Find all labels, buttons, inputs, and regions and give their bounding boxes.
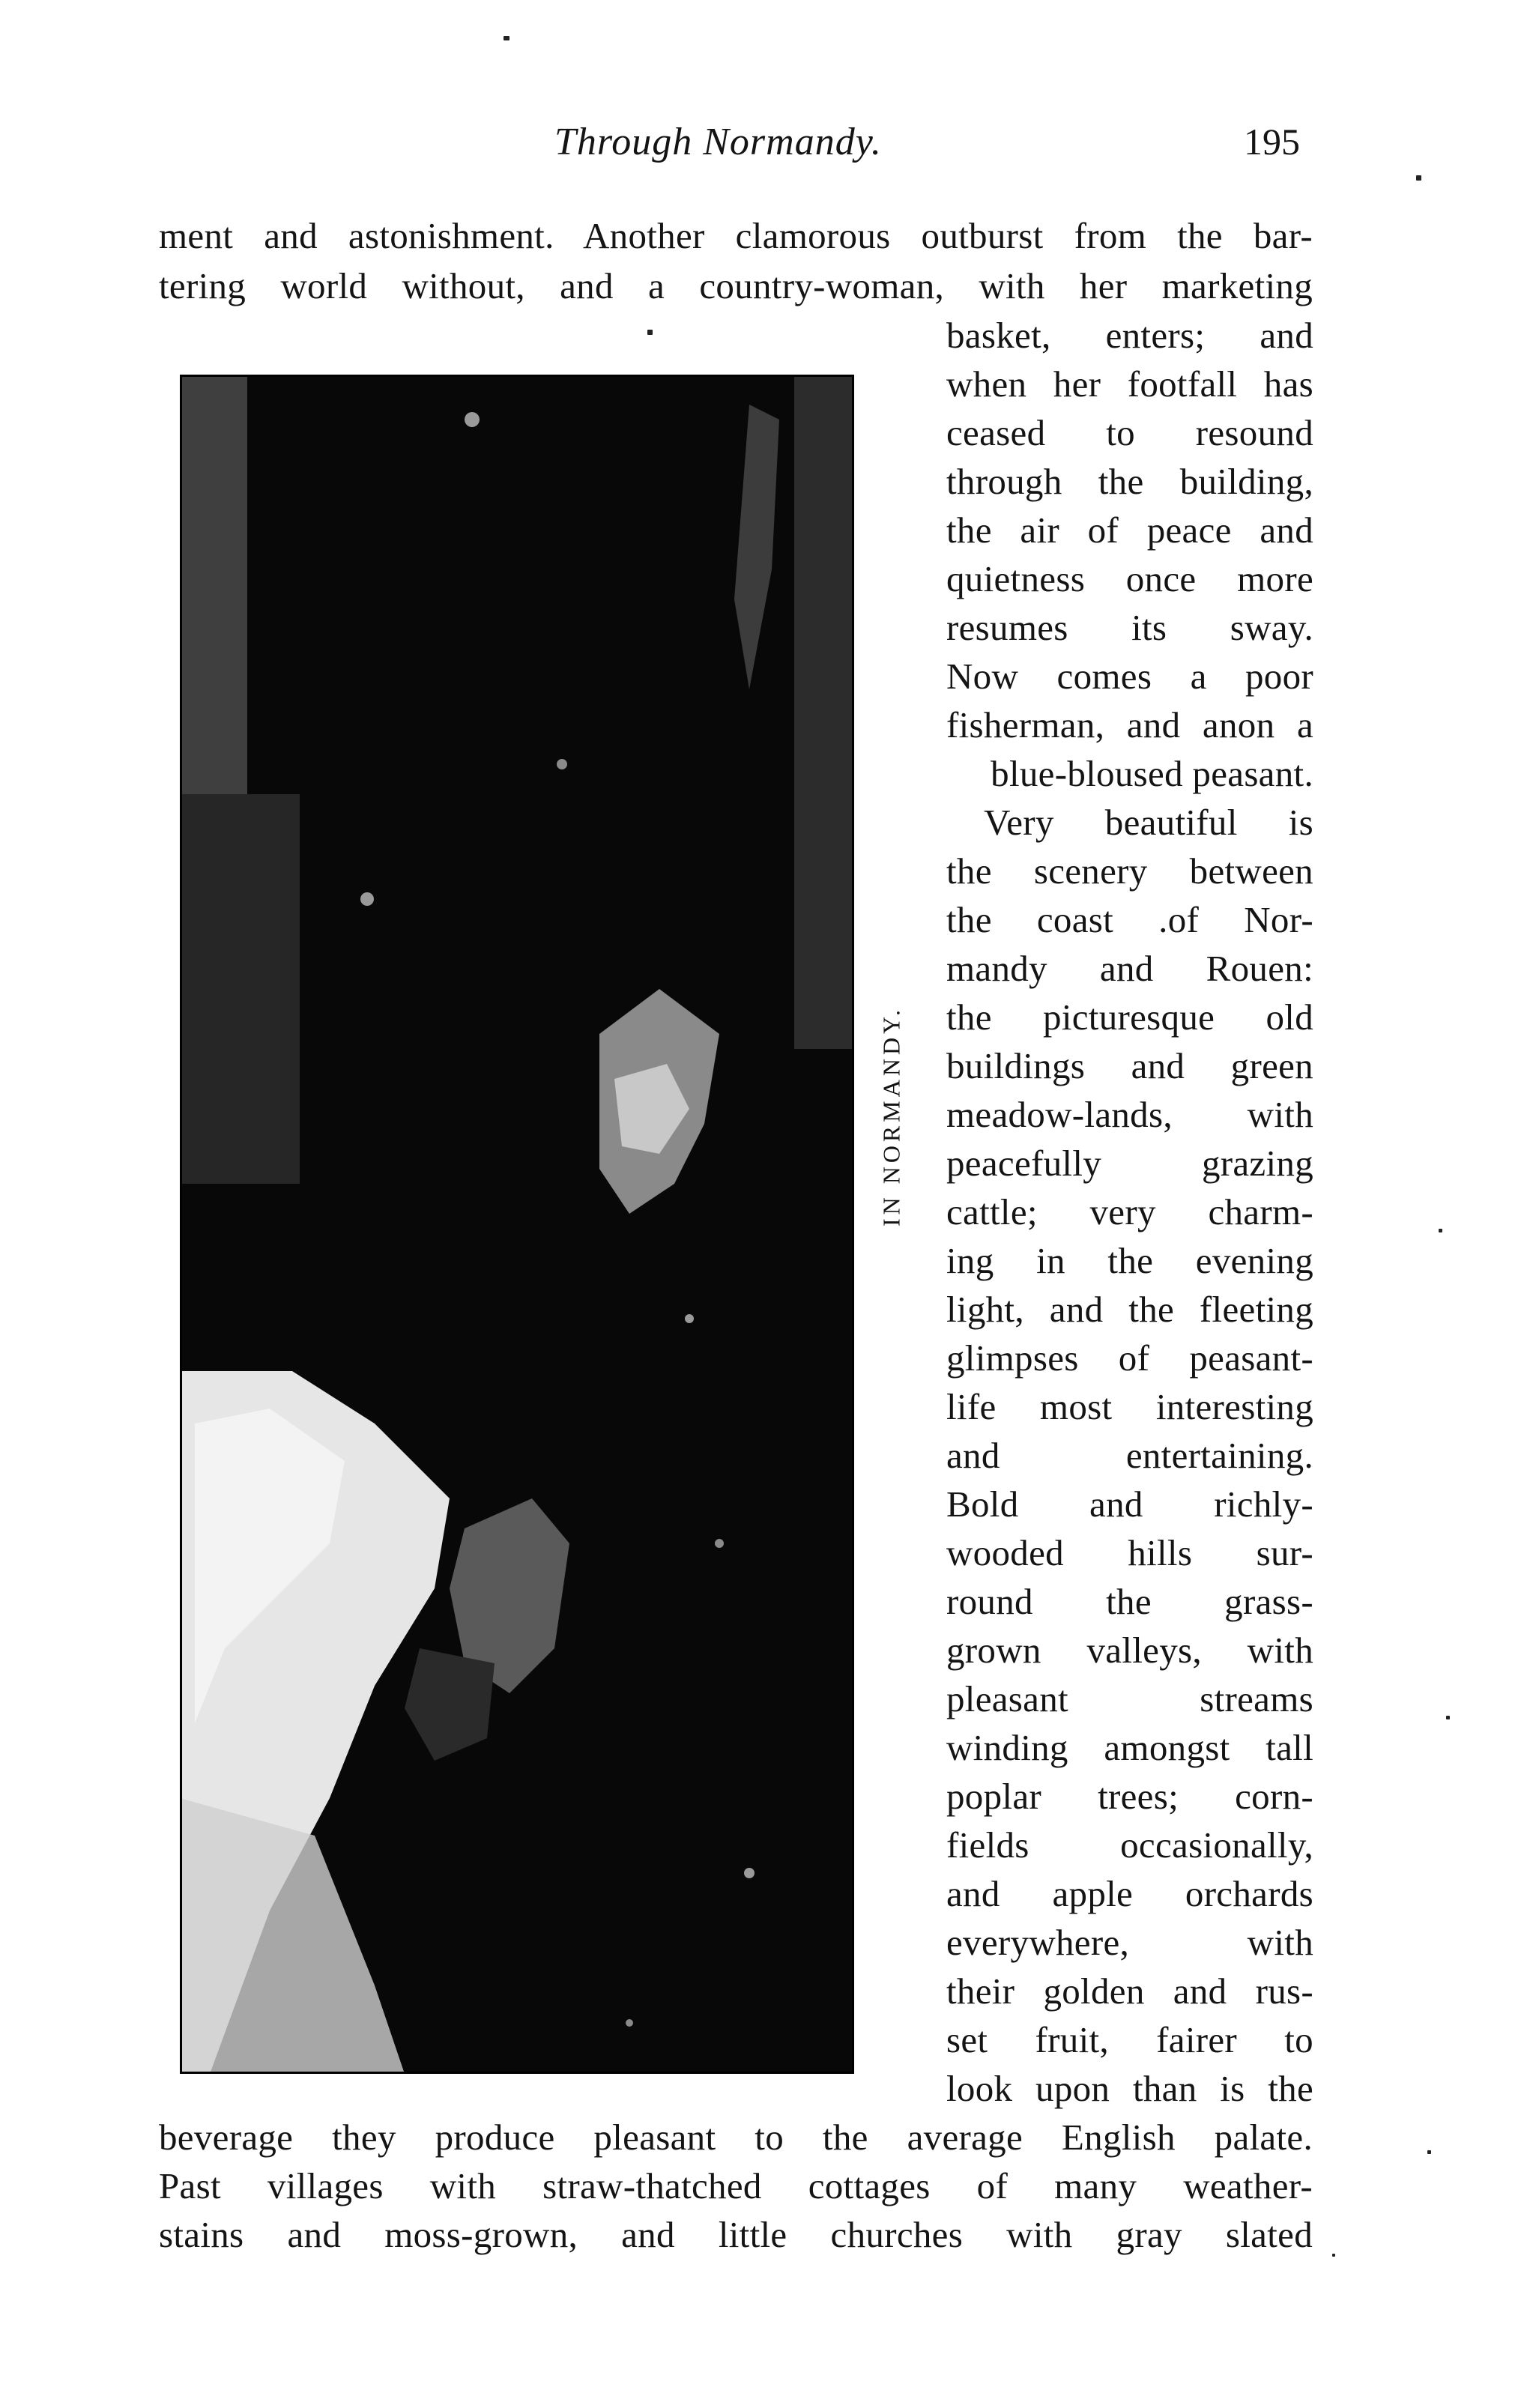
text-line: cattle; very charm- bbox=[946, 1191, 1313, 1232]
text-line: the air of peace and bbox=[946, 509, 1313, 551]
print-speck bbox=[504, 36, 509, 40]
text-line: the coast .of Nor- bbox=[946, 899, 1313, 940]
text-line: glimpses of peasant- bbox=[946, 1337, 1313, 1379]
text-line: when her footfall has bbox=[946, 363, 1313, 405]
text-line: look upon than is the bbox=[946, 2068, 1313, 2109]
text-line: fisherman, and anon a bbox=[946, 704, 1313, 745]
leaf-speck bbox=[685, 1314, 694, 1323]
text-line: set fruit, fairer to bbox=[946, 2019, 1313, 2060]
text-line: Very beautiful is bbox=[984, 802, 1313, 843]
leaf-speck bbox=[360, 892, 374, 906]
text-line: round the grass- bbox=[946, 1581, 1313, 1622]
text-line: their golden and rus- bbox=[946, 1970, 1313, 2012]
print-speck bbox=[1446, 1716, 1450, 1719]
leaf-speck bbox=[715, 1539, 724, 1548]
page-number: 195 bbox=[1244, 121, 1300, 163]
text-line: and entertaining. bbox=[946, 1435, 1313, 1476]
foliage-left-upper bbox=[180, 375, 247, 794]
leaf-speck bbox=[744, 1868, 755, 1878]
text-line: basket, enters; and bbox=[946, 315, 1313, 356]
print-speck bbox=[1332, 2254, 1335, 2257]
text-line: life most interesting bbox=[946, 1386, 1313, 1427]
text-line: everywhere, with bbox=[946, 1922, 1313, 1963]
text-line: blue-bloused peasant. bbox=[991, 753, 1313, 794]
text-line: resumes its sway. bbox=[946, 607, 1313, 648]
text-line: Bold and richly- bbox=[946, 1483, 1313, 1525]
text-line: mandy and Rouen: bbox=[946, 948, 1313, 989]
text-line: Now comes a poor bbox=[946, 656, 1313, 697]
text-line: the picturesque old bbox=[946, 996, 1313, 1038]
text-line: wooded hills sur- bbox=[946, 1532, 1313, 1573]
running-header-title: Through Normandy. bbox=[554, 121, 882, 163]
text-line: beverage they produce pleasant to the average English palate. bbox=[159, 2117, 1313, 2158]
foliage-right bbox=[794, 375, 854, 1049]
text-line: and apple orchards bbox=[946, 1873, 1313, 1914]
print-speck bbox=[1416, 175, 1421, 181]
print-speck bbox=[1439, 1229, 1442, 1232]
text-line: stains and moss-grown, and little churches with gray slated bbox=[159, 2214, 1313, 2255]
foliage-left-middle bbox=[180, 794, 300, 1184]
text-line: through the building, bbox=[946, 461, 1313, 502]
text-line: peacefully grazing bbox=[946, 1143, 1313, 1184]
text-line: ceased to resound bbox=[946, 412, 1313, 453]
print-speck bbox=[647, 330, 653, 335]
text-line: poplar trees; corn- bbox=[946, 1776, 1313, 1817]
leaf-speck bbox=[465, 412, 480, 427]
leaf-speck bbox=[557, 759, 567, 769]
text-line: quietness once more bbox=[946, 558, 1313, 599]
text-line: grown valleys, with bbox=[946, 1630, 1313, 1671]
text-line: the scenery between bbox=[946, 850, 1313, 892]
caption-text: IN NORMANDY. bbox=[877, 1005, 905, 1227]
print-speck bbox=[1427, 2150, 1431, 2154]
text-line: meadow-lands, with bbox=[946, 1094, 1313, 1135]
text-line: light, and the fleeting bbox=[946, 1289, 1313, 1330]
text-line: tering world without, and a country-woman, with her marketing bbox=[159, 265, 1313, 306]
text-line: winding amongst tall bbox=[946, 1727, 1313, 1768]
engraving-image bbox=[180, 375, 854, 2074]
text-line: buildings and green bbox=[946, 1045, 1313, 1086]
text-line: ing in the evening bbox=[946, 1240, 1313, 1281]
text-line: pleasant streams bbox=[946, 1678, 1313, 1719]
text-line: ment and astonishment. Another clamorous outburst from the bar- bbox=[159, 215, 1313, 256]
text-line: fields occasionally, bbox=[946, 1824, 1313, 1866]
illustration-in-normandy bbox=[180, 375, 854, 2074]
text-line: Past villages with straw-thatched cottages of many weather- bbox=[159, 2165, 1313, 2206]
leaf-speck bbox=[626, 2019, 633, 2027]
